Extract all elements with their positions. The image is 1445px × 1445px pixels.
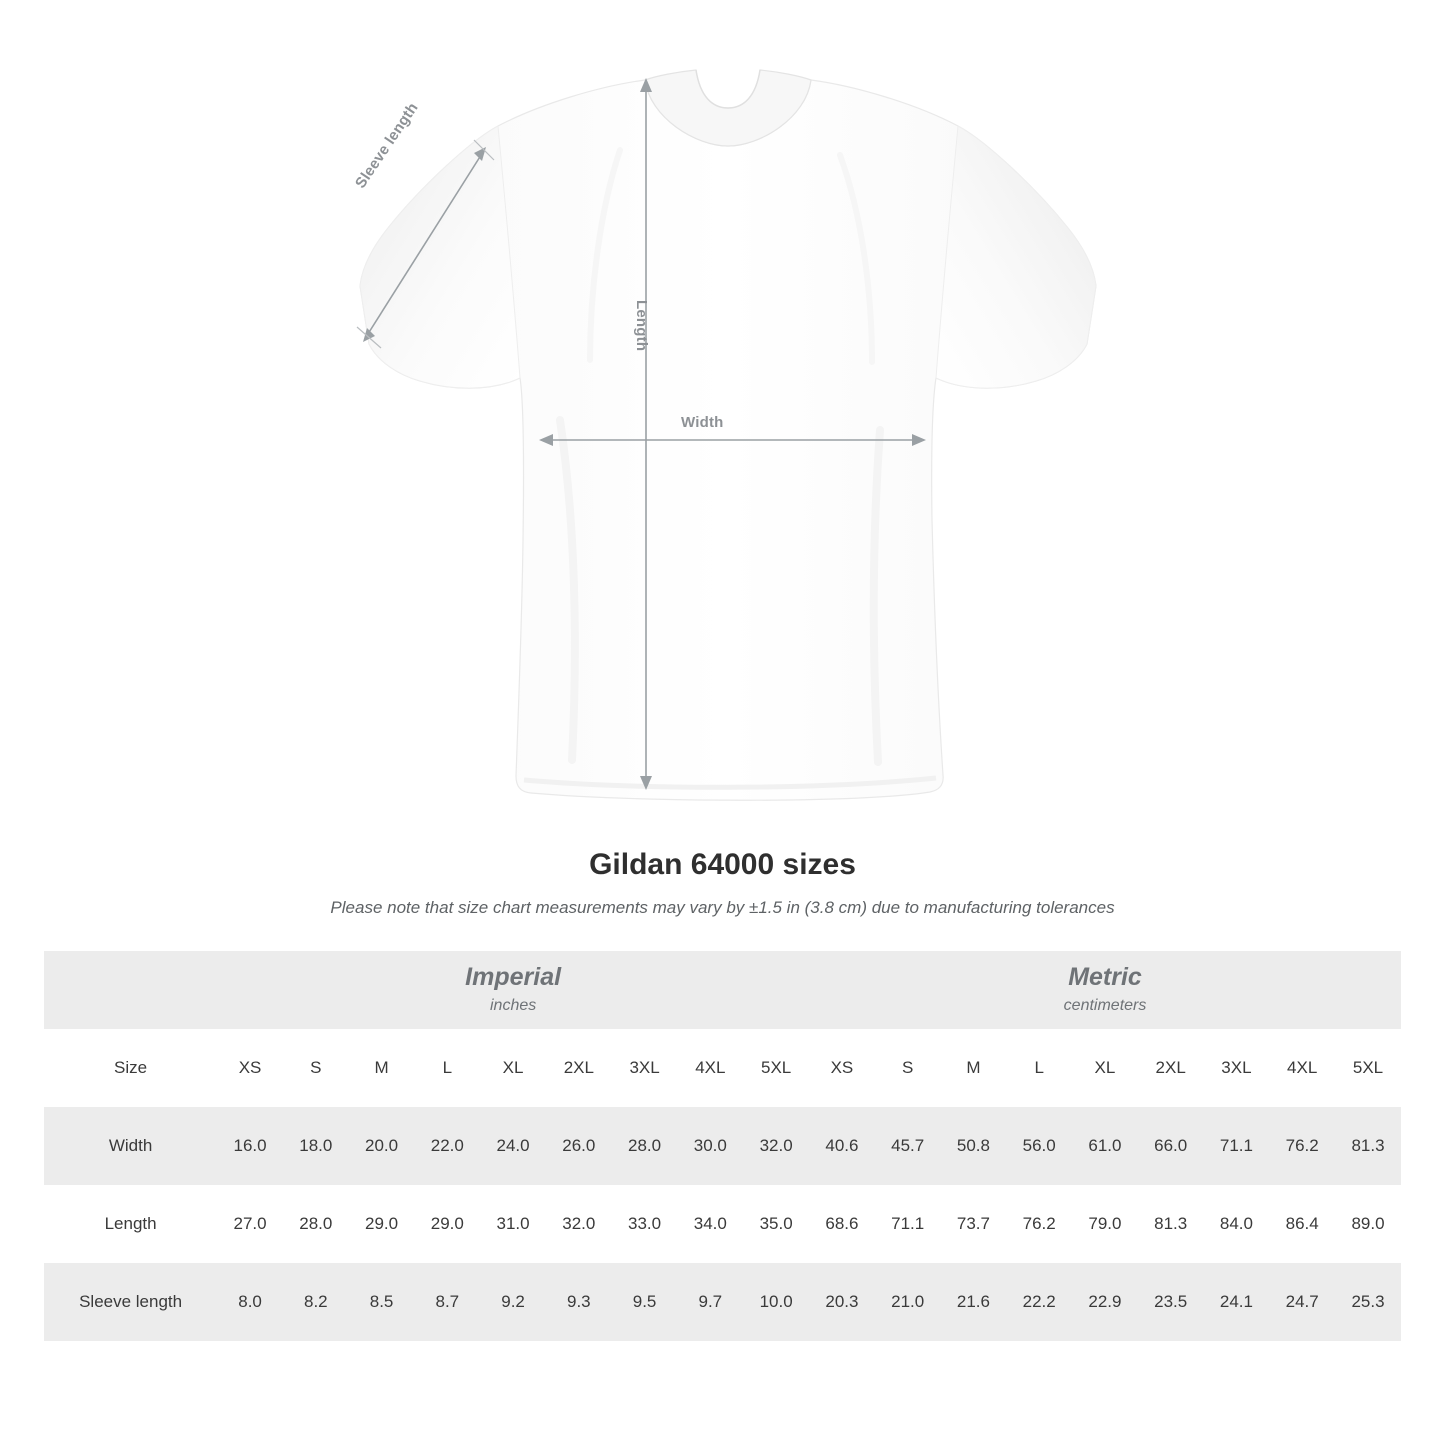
cell-sleeve-metric: 20.3 — [825, 1292, 859, 1311]
size-table-wrapper — [44, 951, 1401, 1341]
cell-length-imperial: 29.0 — [430, 1214, 464, 1233]
cell-sleeve-imperial: 9.2 — [501, 1292, 525, 1311]
size-header-cell: XS — [830, 1058, 854, 1077]
cell-length-imperial: 32.0 — [562, 1214, 596, 1233]
cell-sleeve-imperial: 9.3 — [566, 1292, 591, 1311]
cell-width-metric: 66.0 — [1154, 1136, 1188, 1155]
cell-width-imperial: 16.0 — [233, 1136, 267, 1155]
cell-width-imperial: 28.0 — [628, 1136, 662, 1155]
cell-sleeve-imperial: 8.0 — [238, 1292, 262, 1311]
cell-width-metric: 76.2 — [1285, 1136, 1319, 1155]
cell-length-metric: 73.7 — [956, 1214, 990, 1233]
annotation-length: Length — [633, 300, 650, 352]
row-label-length: Length — [104, 1214, 157, 1233]
cell-width-imperial: 20.0 — [365, 1136, 399, 1155]
title-block — [0, 848, 1445, 918]
row-label-width: Width — [108, 1136, 153, 1155]
cell-sleeve-metric: 22.2 — [1022, 1292, 1056, 1311]
cell-sleeve-imperial: 9.5 — [632, 1292, 657, 1311]
size-header-cell: M — [966, 1058, 981, 1077]
size-header-cell: S — [310, 1058, 322, 1077]
size-header-cell: 5XL — [760, 1058, 792, 1077]
unit-name-metric: centimeters — [1063, 996, 1147, 1014]
cell-length-metric: 76.2 — [1022, 1214, 1056, 1233]
unit-header-metric — [809, 951, 1401, 1029]
unit-header-imperial — [217, 951, 809, 1029]
cell-length-imperial: 34.0 — [693, 1214, 727, 1233]
cell-sleeve-metric: 25.3 — [1351, 1292, 1385, 1311]
table-row-size-header — [44, 1029, 1401, 1107]
unit-spacer-cell — [44, 951, 217, 1029]
page-title: Gildan 64000 sizes — [589, 848, 856, 881]
cell-width-metric: 61.0 — [1088, 1136, 1122, 1155]
size-header-cell: M — [374, 1058, 389, 1077]
cell-length-metric: 71.1 — [891, 1214, 925, 1233]
cell-length-imperial: 31.0 — [496, 1214, 530, 1233]
size-header-cell: L — [1034, 1058, 1044, 1077]
unit-name-imperial: inches — [489, 996, 537, 1014]
cell-width-metric: 56.0 — [1022, 1136, 1056, 1155]
cell-sleeve-metric: 22.9 — [1088, 1292, 1122, 1311]
cell-length-imperial: 29.0 — [365, 1214, 399, 1233]
cell-length-imperial: 27.0 — [233, 1214, 267, 1233]
measurement-note: Please note that size chart measurements may vary by ±1.5 in (3.8 cm) due to manufacturing tolerances — [330, 898, 1115, 917]
cell-sleeve-metric: 21.0 — [891, 1292, 925, 1311]
cell-length-imperial: 35.0 — [759, 1214, 793, 1233]
size-header-cell: XL — [502, 1058, 524, 1077]
cell-width-metric: 45.7 — [891, 1136, 925, 1155]
cell-sleeve-imperial: 8.5 — [369, 1292, 394, 1311]
annotation-width: Width — [681, 414, 724, 431]
cell-width-imperial: 22.0 — [430, 1136, 464, 1155]
cell-width-metric: 81.3 — [1351, 1136, 1385, 1155]
cell-sleeve-metric: 21.6 — [956, 1292, 990, 1311]
cell-width-metric: 50.8 — [956, 1136, 990, 1155]
size-header-cell: XL — [1094, 1058, 1116, 1077]
unit-system-imperial: Imperial — [465, 963, 562, 992]
cell-width-imperial: 30.0 — [693, 1136, 727, 1155]
size-header-cell: L — [442, 1058, 453, 1077]
cell-length-metric: 89.0 — [1351, 1214, 1385, 1233]
cell-width-imperial: 18.0 — [299, 1136, 333, 1155]
cell-sleeve-imperial: 8.2 — [303, 1292, 328, 1311]
cell-length-metric: 68.6 — [825, 1214, 859, 1233]
table-row-sleeve-length — [44, 1263, 1401, 1341]
size-header-cell: 5XL — [1352, 1058, 1384, 1077]
cell-sleeve-metric: 24.7 — [1285, 1292, 1319, 1311]
cell-width-imperial: 32.0 — [759, 1136, 793, 1155]
unit-system-metric: Metric — [1068, 963, 1142, 992]
cell-length-imperial: 28.0 — [299, 1214, 333, 1233]
cell-length-metric: 79.0 — [1088, 1214, 1122, 1233]
cell-width-metric: 71.1 — [1219, 1136, 1253, 1155]
size-table — [44, 951, 1401, 1341]
cell-width-imperial: 24.0 — [496, 1136, 530, 1155]
cell-sleeve-metric: 24.1 — [1219, 1292, 1253, 1311]
table-row-width — [44, 1107, 1401, 1185]
size-header-cell: 4XL — [1287, 1058, 1318, 1077]
cell-length-metric: 86.4 — [1285, 1214, 1319, 1233]
cell-length-metric: 84.0 — [1219, 1214, 1253, 1233]
size-header-cell: 3XL — [1221, 1058, 1252, 1077]
cell-sleeve-imperial: 8.7 — [435, 1292, 460, 1311]
table-row-length — [44, 1185, 1401, 1263]
size-header-cell: 3XL — [629, 1058, 660, 1077]
size-header-cell: 4XL — [695, 1058, 726, 1077]
size-header-cell: XS — [238, 1058, 262, 1077]
row-label-sleeve-length: Sleeve length — [79, 1292, 183, 1311]
cell-length-imperial: 33.0 — [628, 1214, 662, 1233]
annotation-sleeve-length: Sleeve length — [352, 99, 422, 192]
size-header-cell: S — [902, 1058, 914, 1077]
table-row-units — [44, 951, 1401, 1029]
cell-sleeve-metric: 23.5 — [1154, 1292, 1188, 1311]
cell-width-metric: 40.6 — [825, 1136, 859, 1155]
size-header-cell: 2XL — [563, 1058, 594, 1077]
row-header-size: Size — [114, 1058, 148, 1077]
cell-sleeve-imperial: 9.7 — [698, 1292, 723, 1311]
cell-sleeve-imperial: 10.0 — [759, 1292, 793, 1311]
cell-width-imperial: 26.0 — [562, 1136, 596, 1155]
cell-length-metric: 81.3 — [1154, 1214, 1188, 1233]
size-header-cell: 2XL — [1155, 1058, 1186, 1077]
